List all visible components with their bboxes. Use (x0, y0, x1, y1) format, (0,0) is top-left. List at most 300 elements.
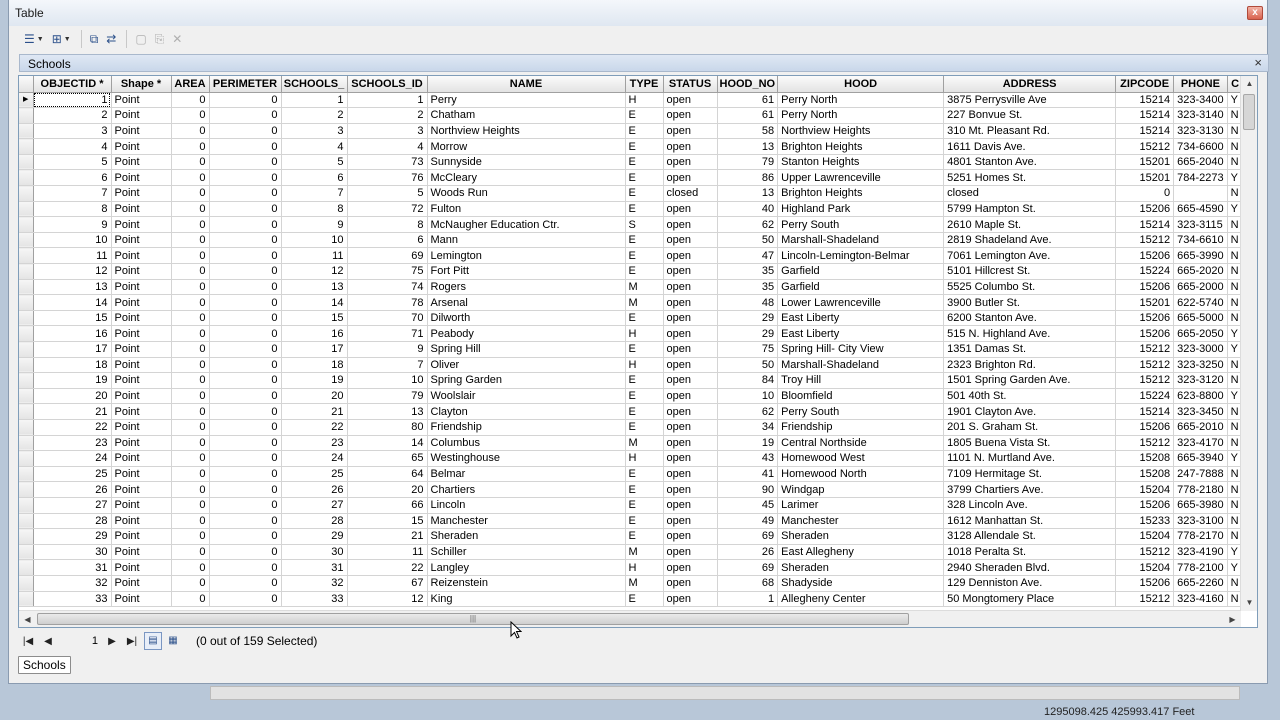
table-cell[interactable]: 15212 (1116, 232, 1174, 248)
table-cell[interactable]: 29 (33, 529, 111, 545)
table-cell[interactable]: Friendship (427, 419, 625, 435)
table-cell[interactable]: 0 (209, 217, 281, 233)
table-cell[interactable]: 328 Lincoln Ave. (944, 497, 1116, 513)
row-selector[interactable] (19, 497, 33, 513)
table-cell[interactable]: 665-2020 (1174, 264, 1228, 280)
table-cell[interactable]: 0 (171, 544, 209, 560)
row-selector[interactable] (19, 232, 33, 248)
table-cell[interactable]: E (625, 232, 663, 248)
table-cell[interactable]: 31 (281, 560, 347, 576)
table-cell[interactable]: 778-2180 (1174, 482, 1228, 498)
table-cell[interactable]: M (625, 279, 663, 295)
table-row[interactable] (19, 466, 1243, 482)
table-cell[interactable]: 665-2000 (1174, 279, 1228, 295)
table-cell[interactable]: 14 (281, 295, 347, 311)
table-cell[interactable]: N (1227, 529, 1243, 545)
table-cell[interactable]: 3128 Allendale St. (944, 529, 1116, 545)
table-cell[interactable]: N (1227, 248, 1243, 264)
table-cell[interactable]: Perry (427, 92, 625, 108)
table-cell[interactable]: 6 (281, 170, 347, 186)
table-cell[interactable]: 67 (347, 575, 427, 591)
scroll-up-icon[interactable]: ▲ (1245, 79, 1254, 88)
table-tab-schools[interactable]: Schools (18, 656, 71, 674)
row-selector[interactable] (19, 513, 33, 529)
table-cell[interactable]: open (663, 201, 717, 217)
table-cell[interactable]: Allegheny Center (778, 591, 944, 607)
vertical-scrollbar[interactable] (1240, 76, 1257, 611)
table-row[interactable] (19, 435, 1243, 451)
table-cell[interactable]: 23 (33, 435, 111, 451)
table-cell[interactable]: E (625, 310, 663, 326)
table-cell[interactable]: 27 (33, 497, 111, 513)
table-cell[interactable]: 21 (33, 404, 111, 420)
table-cell[interactable]: 15204 (1116, 560, 1174, 576)
table-cell[interactable]: 19 (717, 435, 778, 451)
table-cell[interactable]: 35 (717, 279, 778, 295)
table-cell[interactable]: open (663, 310, 717, 326)
column-header[interactable]: AREA (171, 76, 209, 92)
table-cell[interactable]: N (1227, 373, 1243, 389)
table-cell[interactable]: 78 (347, 295, 427, 311)
row-selector[interactable] (19, 419, 33, 435)
table-cell[interactable]: Point (111, 295, 171, 311)
table-cell[interactable]: Bloomfield (778, 388, 944, 404)
table-cell[interactable]: 323-3250 (1174, 357, 1228, 373)
table-cell[interactable]: Point (111, 419, 171, 435)
table-cell[interactable]: S (625, 217, 663, 233)
table-cell[interactable]: 323-3120 (1174, 373, 1228, 389)
table-cell[interactable]: 2 (347, 108, 427, 124)
table-cell[interactable]: E (625, 482, 663, 498)
zoom-to-selected-button[interactable] (152, 29, 168, 49)
table-cell[interactable]: 0 (209, 123, 281, 139)
table-cell[interactable]: 11 (281, 248, 347, 264)
table-cell[interactable]: open (663, 419, 717, 435)
table-cell[interactable]: 5 (281, 154, 347, 170)
table-cell[interactable]: 5 (33, 154, 111, 170)
table-cell[interactable]: 3875 Perrysville Ave (944, 92, 1116, 108)
table-cell[interactable]: McNaugher Education Ctr. (427, 217, 625, 233)
table-cell[interactable]: Northview Heights (427, 123, 625, 139)
table-cell[interactable]: N (1227, 139, 1243, 155)
table-cell[interactable]: 80 (347, 419, 427, 435)
table-cell[interactable]: 50 Mongtomery Place (944, 591, 1116, 607)
table-cell[interactable]: 31 (33, 560, 111, 576)
table-cell[interactable]: 65 (347, 451, 427, 467)
table-cell[interactable]: 0 (171, 419, 209, 435)
row-selector[interactable] (19, 279, 33, 295)
table-cell[interactable]: 15206 (1116, 575, 1174, 591)
table-cell[interactable]: 15214 (1116, 217, 1174, 233)
table-cell[interactable]: open (663, 497, 717, 513)
table-cell[interactable]: Fulton (427, 201, 625, 217)
table-cell[interactable]: 323-3400 (1174, 92, 1228, 108)
table-cell[interactable]: N (1227, 419, 1243, 435)
table-cell[interactable]: 73 (347, 154, 427, 170)
table-cell[interactable]: 79 (347, 388, 427, 404)
table-cell[interactable]: 2 (33, 108, 111, 124)
table-cell[interactable]: H (625, 92, 663, 108)
table-cell[interactable]: 15206 (1116, 497, 1174, 513)
table-cell[interactable]: 15214 (1116, 92, 1174, 108)
next-record-icon[interactable]: ▶ (108, 635, 116, 647)
table-cell[interactable]: E (625, 529, 663, 545)
table-cell[interactable]: 7 (347, 357, 427, 373)
table-cell[interactable]: E (625, 139, 663, 155)
table-cell[interactable]: 2610 Maple St. (944, 217, 1116, 233)
table-cell[interactable]: open (663, 373, 717, 389)
table-cell[interactable]: 0 (171, 482, 209, 498)
table-cell[interactable]: 20 (281, 388, 347, 404)
table-cell[interactable]: Y (1227, 544, 1243, 560)
table-cell[interactable]: Lincoln-Lemington-Belmar (778, 248, 944, 264)
row-selector[interactable] (19, 154, 33, 170)
table-cell[interactable]: Point (111, 232, 171, 248)
table-cell[interactable]: N (1227, 295, 1243, 311)
table-cell[interactable]: Point (111, 575, 171, 591)
attribute-table-grid[interactable] (18, 75, 1258, 628)
table-cell[interactable]: 16 (281, 326, 347, 342)
table-cell[interactable]: M (625, 575, 663, 591)
table-cell[interactable]: 9 (281, 217, 347, 233)
table-cell[interactable]: 58 (717, 123, 778, 139)
related-tables-button[interactable] (49, 29, 74, 49)
table-cell[interactable]: open (663, 264, 717, 280)
table-cell[interactable]: 0 (209, 154, 281, 170)
table-cell[interactable]: open (663, 108, 717, 124)
table-cell[interactable]: 5 (347, 186, 427, 202)
table-row[interactable] (19, 451, 1243, 467)
table-cell[interactable]: Perry North (778, 108, 944, 124)
table-cell[interactable]: 30 (281, 544, 347, 560)
column-header[interactable]: OBJECTID * (33, 76, 111, 92)
table-cell[interactable]: N (1227, 357, 1243, 373)
table-cell[interactable]: H (625, 357, 663, 373)
table-cell[interactable]: 15214 (1116, 108, 1174, 124)
table-cell[interactable]: N (1227, 310, 1243, 326)
table-cell[interactable]: 90 (717, 482, 778, 498)
title-bar[interactable] (9, 0, 1267, 26)
table-cell[interactable]: 5799 Hampton St. (944, 201, 1116, 217)
table-cell[interactable]: 27 (281, 497, 347, 513)
table-cell[interactable]: 0 (209, 139, 281, 155)
table-cell[interactable]: 515 N. Highland Ave. (944, 326, 1116, 342)
row-selector[interactable] (19, 404, 33, 420)
table-cell[interactable]: open (663, 513, 717, 529)
table-cell[interactable]: E (625, 497, 663, 513)
table-cell[interactable]: 1 (281, 92, 347, 108)
table-cell[interactable]: 665-2050 (1174, 326, 1228, 342)
table-cell[interactable]: Woods Run (427, 186, 625, 202)
table-cell[interactable]: 734-6610 (1174, 232, 1228, 248)
table-cell[interactable]: 15212 (1116, 435, 1174, 451)
table-cell[interactable]: N (1227, 123, 1243, 139)
table-cell[interactable]: 0 (209, 170, 281, 186)
table-cell[interactable]: N (1227, 482, 1243, 498)
table-cell[interactable]: 15204 (1116, 529, 1174, 545)
scroll-right-icon[interactable]: ▶ (1229, 615, 1236, 624)
table-cell[interactable]: 0 (209, 529, 281, 545)
table-cell[interactable]: 0 (171, 248, 209, 264)
table-cell[interactable]: Y (1227, 560, 1243, 576)
table-cell[interactable]: 1 (347, 92, 427, 108)
table-cell[interactable]: Peabody (427, 326, 625, 342)
table-cell[interactable]: Lower Lawrenceville (778, 295, 944, 311)
table-cell[interactable]: E (625, 186, 663, 202)
row-selector[interactable] (19, 591, 33, 607)
table-cell[interactable]: 9 (347, 342, 427, 358)
table-cell[interactable]: 72 (347, 201, 427, 217)
table-cell[interactable]: Spring Hill- City View (778, 342, 944, 358)
table-cell[interactable]: Spring Hill (427, 342, 625, 358)
show-all-records-icon[interactable]: ▤ (144, 632, 162, 650)
table-cell[interactable]: Point (111, 123, 171, 139)
table-cell[interactable]: N (1227, 404, 1243, 420)
table-cell[interactable]: Point (111, 154, 171, 170)
table-cell[interactable]: 13 (717, 139, 778, 155)
table-row[interactable] (19, 544, 1243, 560)
table-cell[interactable]: 0 (209, 435, 281, 451)
vertical-scroll-thumb[interactable] (1243, 94, 1255, 130)
table-cell[interactable]: 1 (33, 92, 111, 108)
table-row[interactable] (19, 123, 1243, 139)
table-cell[interactable]: 11 (33, 248, 111, 264)
column-header[interactable]: ADDRESS (944, 76, 1116, 92)
table-cell[interactable]: E (625, 513, 663, 529)
table-cell[interactable]: N (1227, 591, 1243, 607)
table-cell[interactable]: 665-2040 (1174, 154, 1228, 170)
table-cell[interactable]: 4801 Stanton Ave. (944, 154, 1116, 170)
column-header[interactable]: C (1227, 76, 1243, 92)
table-cell[interactable]: 623-8800 (1174, 388, 1228, 404)
table-cell[interactable]: 4 (281, 139, 347, 155)
table-cell[interactable]: Clayton (427, 404, 625, 420)
table-cell[interactable]: 2940 Sheraden Blvd. (944, 560, 1116, 576)
table-cell[interactable]: 41 (717, 466, 778, 482)
table-cell[interactable]: 23 (281, 435, 347, 451)
table-cell[interactable]: Manchester (427, 513, 625, 529)
table-cell[interactable]: 24 (281, 451, 347, 467)
table-cell[interactable]: E (625, 201, 663, 217)
table-cell[interactable]: 14 (347, 435, 427, 451)
table-cell[interactable]: Sheraden (427, 529, 625, 545)
table-cell[interactable]: 32 (33, 575, 111, 591)
table-cell[interactable]: Perry North (778, 92, 944, 108)
table-cell[interactable]: Sheraden (778, 560, 944, 576)
table-cell[interactable]: 0 (171, 264, 209, 280)
row-selector[interactable] (19, 544, 33, 560)
previous-record-icon[interactable]: ◀ (44, 635, 52, 647)
table-cell[interactable]: Rogers (427, 279, 625, 295)
table-cell[interactable]: 1018 Peralta St. (944, 544, 1116, 560)
row-selector[interactable] (19, 342, 33, 358)
table-cell[interactable]: 0 (209, 264, 281, 280)
table-cell[interactable]: Point (111, 388, 171, 404)
table-cell[interactable]: E (625, 591, 663, 607)
table-cell[interactable]: Point (111, 466, 171, 482)
table-cell[interactable]: E (625, 170, 663, 186)
table-cell[interactable] (1174, 186, 1228, 202)
table-cell[interactable]: 6200 Stanton Ave. (944, 310, 1116, 326)
table-cell[interactable]: 71 (347, 326, 427, 342)
row-selector[interactable] (19, 373, 33, 389)
table-cell[interactable]: Point (111, 201, 171, 217)
table-cell[interactable]: 34 (717, 419, 778, 435)
table-cell[interactable]: 0 (209, 186, 281, 202)
table-row[interactable] (19, 591, 1243, 607)
row-selector[interactable] (19, 388, 33, 404)
table-cell[interactable]: 24 (33, 451, 111, 467)
table-cell[interactable]: Point (111, 357, 171, 373)
table-cell[interactable]: Friendship (778, 419, 944, 435)
table-cell[interactable]: Columbus (427, 435, 625, 451)
table-cell[interactable]: 5251 Homes St. (944, 170, 1116, 186)
column-header[interactable]: STATUS (663, 76, 717, 92)
table-cell[interactable]: 50 (717, 232, 778, 248)
table-cell[interactable]: 665-3980 (1174, 497, 1228, 513)
table-cell[interactable]: 76 (347, 170, 427, 186)
table-cell[interactable]: 0 (209, 591, 281, 607)
table-cell[interactable]: 15208 (1116, 451, 1174, 467)
row-selector[interactable] (19, 201, 33, 217)
table-cell[interactable]: 35 (717, 264, 778, 280)
table-cell[interactable]: McCleary (427, 170, 625, 186)
table-row[interactable] (19, 92, 1243, 108)
table-cell[interactable]: 7109 Hermitage St. (944, 466, 1116, 482)
table-cell[interactable]: 15 (347, 513, 427, 529)
table-cell[interactable]: 15 (281, 310, 347, 326)
table-cell[interactable]: 247-7888 (1174, 466, 1228, 482)
table-cell[interactable]: 45 (717, 497, 778, 513)
table-cell[interactable]: 15206 (1116, 248, 1174, 264)
table-cell[interactable]: 323-3100 (1174, 513, 1228, 529)
table-cell[interactable]: Belmar (427, 466, 625, 482)
table-cell[interactable]: 665-3990 (1174, 248, 1228, 264)
table-cell[interactable]: 665-4590 (1174, 201, 1228, 217)
table-cell[interactable]: 0 (171, 123, 209, 139)
table-cell[interactable]: 50 (717, 357, 778, 373)
table-cell[interactable]: 0 (171, 201, 209, 217)
table-cell[interactable]: 0 (209, 232, 281, 248)
table-cell[interactable]: 0 (171, 217, 209, 233)
table-cell[interactable]: 15206 (1116, 326, 1174, 342)
table-cell[interactable]: Point (111, 544, 171, 560)
table-cell[interactable]: 13 (717, 186, 778, 202)
row-selector[interactable] (19, 295, 33, 311)
delete-selected-button[interactable] (169, 29, 185, 49)
table-cell[interactable]: 2819 Shadeland Ave. (944, 232, 1116, 248)
table-cell[interactable]: E (625, 404, 663, 420)
table-cell[interactable]: Y (1227, 201, 1243, 217)
table-cell[interactable]: 68 (717, 575, 778, 591)
table-cell[interactable]: 0 (209, 248, 281, 264)
table-cell[interactable]: open (663, 248, 717, 264)
table-cell[interactable]: 15201 (1116, 170, 1174, 186)
row-selector[interactable] (19, 186, 33, 202)
table-cell[interactable]: Woolslair (427, 388, 625, 404)
table-cell[interactable]: 26 (33, 482, 111, 498)
table-cell[interactable]: 15206 (1116, 279, 1174, 295)
select-by-attributes-button[interactable] (87, 29, 102, 49)
scroll-down-icon[interactable]: ▼ (1245, 598, 1254, 607)
table-cell[interactable]: 13 (33, 279, 111, 295)
table-cell[interactable]: 0 (209, 295, 281, 311)
table-cell[interactable]: 310 Mt. Pleasant Rd. (944, 123, 1116, 139)
table-cell[interactable]: open (663, 529, 717, 545)
row-selector[interactable] (19, 248, 33, 264)
table-cell[interactable]: 323-3140 (1174, 108, 1228, 124)
column-header[interactable]: NAME (427, 76, 625, 92)
table-cell[interactable]: 1 (717, 591, 778, 607)
table-cell[interactable]: Homewood West (778, 451, 944, 467)
table-cell[interactable]: M (625, 295, 663, 311)
table-cell[interactable]: Point (111, 108, 171, 124)
table-cell[interactable]: N (1227, 513, 1243, 529)
table-cell[interactable]: 1101 N. Murtland Ave. (944, 451, 1116, 467)
table-cell[interactable]: 201 S. Graham St. (944, 419, 1116, 435)
table-cell[interactable]: Point (111, 451, 171, 467)
table-cell[interactable]: 323-3000 (1174, 342, 1228, 358)
table-row[interactable] (19, 560, 1243, 576)
table-cell[interactable]: King (427, 591, 625, 607)
table-cell[interactable]: Point (111, 326, 171, 342)
table-row[interactable] (19, 342, 1243, 358)
table-row[interactable] (19, 201, 1243, 217)
table-cell[interactable]: 0 (209, 310, 281, 326)
table-cell[interactable]: 0 (171, 232, 209, 248)
table-cell[interactable]: 0 (209, 201, 281, 217)
row-selector[interactable] (19, 326, 33, 342)
table-cell[interactable]: closed (944, 186, 1116, 202)
row-selector[interactable] (19, 123, 33, 139)
table-cell[interactable]: 48 (717, 295, 778, 311)
table-cell[interactable]: 0 (171, 170, 209, 186)
column-header[interactable]: HOOD (778, 76, 944, 92)
table-row[interactable] (19, 139, 1243, 155)
table-cell[interactable]: 64 (347, 466, 427, 482)
table-cell[interactable]: N (1227, 279, 1243, 295)
table-cell[interactable]: Point (111, 404, 171, 420)
table-cell[interactable]: Point (111, 170, 171, 186)
table-cell[interactable]: 0 (209, 404, 281, 420)
table-cell[interactable]: Lemington (427, 248, 625, 264)
table-cell[interactable]: 0 (209, 388, 281, 404)
table-row[interactable] (19, 404, 1243, 420)
table-cell[interactable]: Larimer (778, 497, 944, 513)
table-cell[interactable]: 0 (209, 326, 281, 342)
table-cell[interactable]: 15206 (1116, 201, 1174, 217)
table-cell[interactable]: 49 (717, 513, 778, 529)
first-record-icon[interactable]: |◀ (22, 635, 34, 647)
table-cell[interactable]: 62 (717, 217, 778, 233)
table-cell[interactable]: H (625, 560, 663, 576)
table-cell[interactable]: 75 (347, 264, 427, 280)
last-record-icon[interactable]: ▶| (126, 635, 138, 647)
table-cell[interactable]: 13 (281, 279, 347, 295)
table-cell[interactable]: open (663, 295, 717, 311)
table-cell[interactable]: 12 (347, 591, 427, 607)
table-cell[interactable]: 18 (281, 357, 347, 373)
table-cell[interactable]: N (1227, 108, 1243, 124)
table-cell[interactable]: Y (1227, 92, 1243, 108)
table-row[interactable] (19, 419, 1243, 435)
table-row[interactable] (19, 513, 1243, 529)
table-cell[interactable]: Highland Park (778, 201, 944, 217)
switch-selection-button[interactable] (103, 29, 119, 49)
table-cell[interactable]: 0 (209, 357, 281, 373)
table-cell[interactable]: 19 (281, 373, 347, 389)
table-cell[interactable]: 0 (171, 154, 209, 170)
